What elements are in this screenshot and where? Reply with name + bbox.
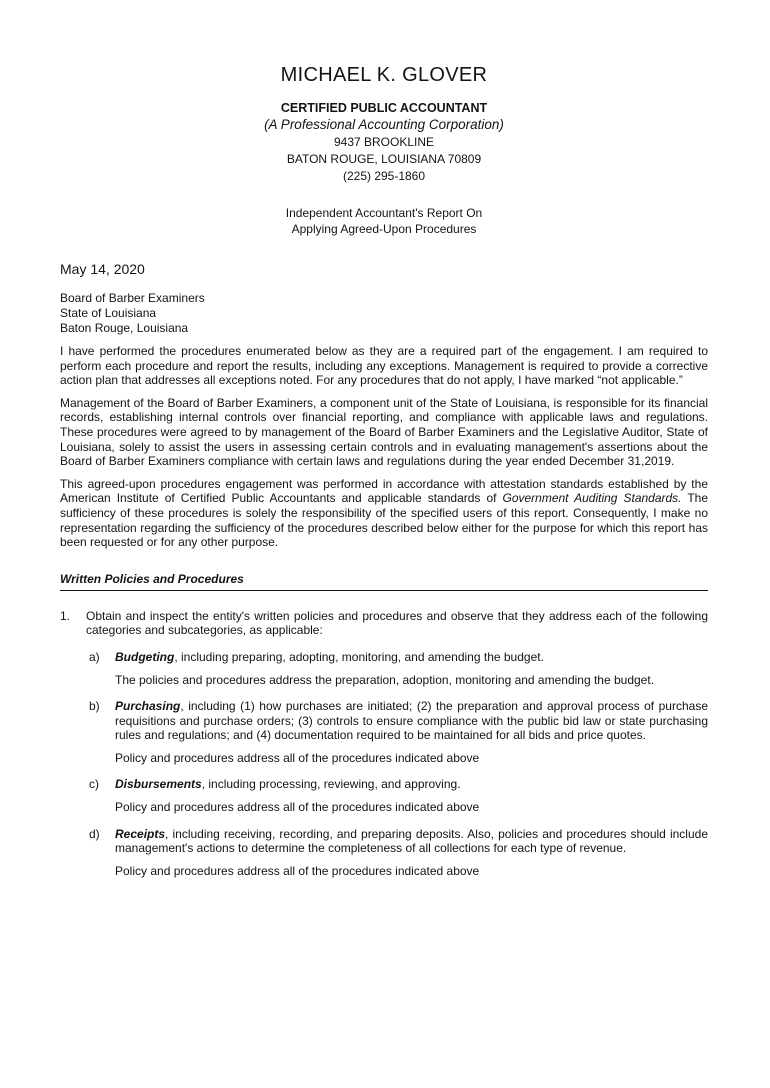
- subitem-receipts: [60, 827, 708, 879]
- subitem-text: , including processing, reviewing, and approving.: [201, 777, 461, 792]
- subitem-text: , including receiving, recording, and preparing deposits. Also, policies and procedures should include management's actions to determine the completeness of all collections for each type of revenue.: [115, 826, 708, 856]
- addressee-line3: Baton Rouge, Louisiana: [60, 321, 189, 335]
- subitem-letter: a): [89, 649, 100, 664]
- firm-street: 9437 BROOKLINE: [333, 135, 435, 149]
- subitem-term: Purchasing: [115, 699, 181, 714]
- standards-text-1: This agreed-upon procedures engagement was performed in accordance with attestation standards established by the American Institute of Certified Public Accountants and applicable standards of: [60, 476, 708, 506]
- paragraph-standards: [60, 477, 708, 550]
- report-title-line1: Independent Accountant's Report On: [285, 206, 483, 220]
- subitem-text: , including preparing, adopting, monitoring, and amending the budget.: [174, 649, 544, 664]
- report-title: [60, 205, 708, 237]
- subitem-response: The policies and procedures address the preparation, adoption, monitoring and amending the budget.: [115, 672, 655, 687]
- standards-italic: Government Auditing Standards.: [502, 491, 682, 506]
- firm-phone: (225) 295-1860: [342, 169, 426, 183]
- standards-text-2: The sufficiency of these procedures is solely the responsibility of the specified users of this report. Consequently, I make no representation regarding the sufficiency of the procedures described below either for the purpose for which this report has been requested or for any other purpose.: [60, 491, 709, 550]
- subitem-description: [115, 777, 708, 792]
- subitem-letter: b): [89, 699, 100, 714]
- subitem-response: Policy and procedures address all of the procedures indicated above: [115, 863, 480, 878]
- addressee-block: [60, 291, 708, 336]
- letterhead: [60, 64, 708, 183]
- subitem-letter: d): [89, 826, 100, 841]
- subitem-term: Budgeting: [115, 649, 175, 664]
- subitem-disbursements: [60, 777, 708, 814]
- firm-subtitle: (A Professional Accounting Corporation): [264, 117, 504, 132]
- firm-city: BATON ROUGE, LOUISIANA 70809: [286, 152, 482, 166]
- subitem-response: Policy and procedures address all of the procedures indicated above: [115, 750, 480, 765]
- procedure-text: Obtain and inspect the entity's written policies and procedures and observe that they address each of the following categories and subcategories, as applicable:: [86, 608, 708, 638]
- report-title-line2: Applying Agreed-Upon Procedures: [291, 222, 477, 236]
- firm-title: CERTIFIED PUBLIC ACCOUNTANT: [280, 101, 488, 115]
- subitem-description: [115, 699, 708, 743]
- subitem-term: Receipts: [115, 826, 166, 841]
- section-heading: [60, 570, 708, 591]
- section-heading-text: Written Policies and Procedures: [60, 571, 244, 586]
- addressee-line2: State of Louisiana: [60, 306, 157, 320]
- subitem-description: [115, 827, 708, 856]
- procedure-number: 1.: [60, 608, 71, 623]
- procedure-item: [60, 609, 708, 638]
- subitem-letter: c): [89, 777, 99, 792]
- report-date: May 14, 2020: [60, 261, 145, 277]
- subitem-purchasing: [60, 699, 708, 765]
- addressee-line1: Board of Barber Examiners: [60, 291, 205, 305]
- paragraph-engagement: I have performed the procedures enumerated below as they are a required part of the engagement. I am required to perform each procedure and report the results, including any exceptions. Management is required to provide a corrective action plan that addresses all exceptions noted. For any procedures that do not apply, I have marked “not applicable.”: [60, 344, 708, 388]
- document-page: [0, 64, 770, 1088]
- paragraph-management: Management of the Board of Barber Examiners, a component unit of the State of Louisiana, is responsible for its financial records, establishing internal controls over financial reporting, and compliance with applicable laws and regulations. These procedures were agreed to by management of the Board of Barber Examiners and the Legislative Auditor, State of Louisiana, solely to assist the users in assessing certain controls and in evaluating management's assertions about the Board of Barber Examiners compliance with certain laws and regulations during the year ended December 31,2019.: [60, 395, 708, 469]
- subitem-term: Disbursements: [115, 777, 202, 792]
- subitem-budgeting: [60, 650, 708, 687]
- subitem-text: , including (1) how purchases are initiated; (2) the preparation and approval process of purchase requisitions and purchase orders; (3) controls to ensure compliance with the public bid law or state purchasing rules and regulations; and (4) documentation required to be maintained for all bids and price quotes.: [115, 699, 708, 743]
- subitem-response: Policy and procedures address all of the procedures indicated above: [115, 800, 480, 815]
- subitem-description: [115, 650, 708, 665]
- firm-name: MICHAEL K. GLOVER: [280, 64, 488, 86]
